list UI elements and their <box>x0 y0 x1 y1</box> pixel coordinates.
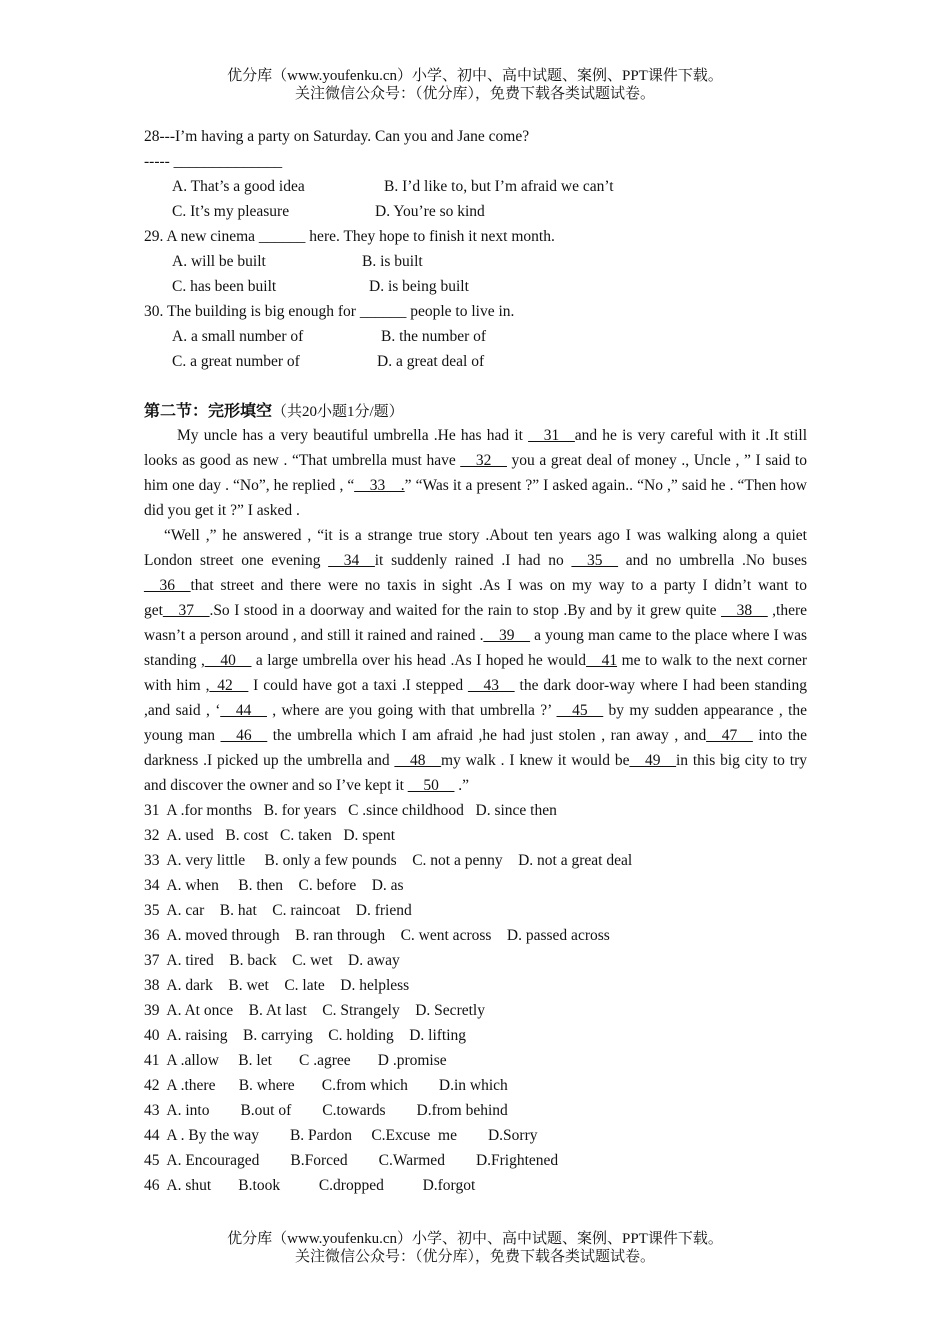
cloze-blank: _42__ <box>209 677 249 694</box>
passage-text: the umbrella which I am afraid ,he had just stolen , ran away , and <box>267 727 707 744</box>
cloze-option-row: 33 A. very little B. only a few pounds C. not a penny D. not a great deal <box>144 852 633 869</box>
exam-content <box>144 124 807 1198</box>
option-b: B. I’d like to, but I’m afraid we can’t <box>384 178 614 195</box>
passage-text: into the darkness .I picked up the umbrella and <box>144 727 807 769</box>
passage-text: a large umbrella over his head .As I hoped he would <box>251 652 587 669</box>
section-title: 第二节：完形填空 <box>144 401 273 420</box>
cloze-blank: __31__ <box>528 427 575 444</box>
passage-text: my walk . I knew it would be <box>440 752 630 769</box>
cloze-blank: __45__ <box>556 702 604 719</box>
cloze-blank: __47__ <box>706 727 753 744</box>
option-a: A. a small number of <box>172 328 304 345</box>
cloze-option-row: 39 A. At once B. At last C. Strangely D. Secretly <box>144 1002 485 1019</box>
question-28 <box>144 124 807 224</box>
option-b: B. the number of <box>381 328 487 345</box>
passage-text: the dark door-way where I had been standing ,and said , ‘ <box>144 677 807 719</box>
option-d: D. is being built <box>369 278 469 295</box>
cloze-paragraph-1 <box>144 423 807 523</box>
option-c: C. has been built <box>172 278 277 295</box>
footer-line-1: 优分库（www.youfenku.cn）小学、初中、高中试题、案例、PPT课件下载。 <box>227 1231 723 1247</box>
cloze-blank: __46__ <box>220 727 268 744</box>
passage-text: a young man came to the place where I was standing , <box>144 627 807 669</box>
passage-text: by my sudden appearance , the young man <box>144 702 808 744</box>
cloze-option-row: 34 A. when B. then C. before D. as <box>144 877 404 894</box>
cloze-option-row: 32 A. used B. cost C. taken D. spent <box>144 827 395 844</box>
passage-text: .So I stood in a doorway and waited for the rain to stop .By and by it grew quite <box>209 602 722 619</box>
cloze-blank: __50__ <box>407 777 455 794</box>
header-line-2: 关注微信公众号：（优分库），免费下载各类试题试卷。 <box>294 86 655 102</box>
cloze-blank: __33__. <box>354 477 405 494</box>
passage-text: I could have got a taxi .I stepped <box>248 677 469 694</box>
header-line-1: 优分库（www.youfenku.cn）小学、初中、高中试题、案例、PPT课件下载。 <box>227 68 723 84</box>
cloze-blank: __44__ <box>220 702 267 719</box>
question-stem: 30. The building is big enough for ______ people to live in. <box>144 303 515 320</box>
cloze-option-row: 45 A. Encouraged B.Forced C.Warmed D.Frightened <box>144 1152 559 1169</box>
question-stem: 29. A new cinema ______ here. They hope to finish it next month. <box>144 228 555 245</box>
option-a: A. will be built <box>172 253 266 270</box>
cloze-blank: __32__ <box>460 452 507 469</box>
cloze-blank: __41 <box>586 652 618 669</box>
cloze-option-row: 37 A. tired B. back C. wet D. away <box>144 952 400 969</box>
cloze-option-row: 38 A. dark B. wet C. late D. helpless <box>144 977 410 994</box>
cloze-blank: __36__ <box>144 577 191 594</box>
footer-line-2: 关注微信公众号：（优分库），免费下载各类试题试卷。 <box>294 1249 655 1265</box>
cloze-blank: __43__ <box>468 677 515 694</box>
cloze-blank: __39__ <box>483 627 530 644</box>
passage-text: in this big city to try and discover the owner and so I’ve kept it <box>144 752 807 794</box>
question-30 <box>144 299 807 374</box>
cloze-blank: __48__ <box>394 752 441 769</box>
passage-text: it suddenly rained .I had no <box>374 552 572 569</box>
cloze-paragraph-2 <box>144 523 807 798</box>
passage-text: , where are you going with that umbrella ?’ <box>266 702 557 719</box>
cloze-option-row: 40 A. raising B. carrying C. holding D. lifting <box>144 1027 467 1044</box>
cloze-blank: __38__ <box>721 602 768 619</box>
page-footer <box>0 1230 950 1266</box>
question-stem: 28---I’m having a party on Saturday. Can you and Jane come? <box>144 128 530 145</box>
passage-text: My uncle has a very beautiful umbrella .He has had it <box>177 427 529 444</box>
option-d: D. You’re so kind <box>375 203 485 220</box>
passage-text: you a great deal of money ., Uncle , ” I said to him one day . “No”, he replied , “ <box>144 452 807 494</box>
option-c: C. It’s my pleasure <box>172 203 290 220</box>
question-29 <box>144 224 807 299</box>
passage-text: ” “Was it a present ?” I asked again.. “No ,” said he . “Then how did you get it ?” I asked . <box>144 477 808 519</box>
section-note: （共20小题1分/题） <box>272 404 404 420</box>
passage-text: ,there wasn’t a person around , and still it rained and rained . <box>144 602 808 644</box>
cloze-option-row: 31 A .for months B. for years C .since childhood D. since then <box>144 802 557 819</box>
option-c: C. a great number of <box>172 353 300 370</box>
cloze-blank: __34__ <box>328 552 375 569</box>
option-d: D. a great deal of <box>377 353 485 370</box>
cloze-option-row: 36 A. moved through B. ran through C. went across D. passed across <box>144 927 610 944</box>
answer-blank: ----- ______________ <box>144 153 283 170</box>
passage-text: me to walk to the next corner with him , <box>144 652 807 694</box>
cloze-blank: __35__ <box>571 552 618 569</box>
cloze-option-row: 41 A .allow B. let C .agree D .promise <box>144 1052 447 1069</box>
section-heading <box>144 398 807 423</box>
cloze-option-row: 44 A . By the way B. Pardon C.Excuse me D.Sorry <box>144 1127 538 1144</box>
passage-text: .” <box>454 777 469 794</box>
cloze-option-row: 35 A. car B. hat C. raincoat D. friend <box>144 902 412 919</box>
cloze-option-row: 42 A .there B. where C.from which D.in which <box>144 1077 508 1094</box>
option-b: B. is built <box>362 253 423 270</box>
passage-text: and he is very careful with it .It still looks as good as new . “That umbrella must have <box>144 427 807 469</box>
passage-text: and no umbrella .No buses <box>618 552 807 569</box>
cloze-blank: __40__ <box>204 652 252 669</box>
cloze-blank: __37__ <box>162 602 210 619</box>
option-a: A. That’s a good idea <box>172 178 305 195</box>
cloze-options <box>144 798 807 1198</box>
cloze-option-row: 46 A. shut B.took C.dropped D.forgot <box>144 1177 476 1194</box>
page-header <box>0 67 950 103</box>
cloze-option-row: 43 A. into B.out of C.towards D.from behind <box>144 1102 508 1119</box>
cloze-blank: __49__ <box>629 752 676 769</box>
passage-text: that street and there were no taxis in sight .As I was on my way to a party I didn’t want to get <box>144 577 807 619</box>
passage-text: “Well ,” he answered , “it is a strange true story .About ten years ago I was walking along a quiet London street one evening <box>144 527 807 569</box>
